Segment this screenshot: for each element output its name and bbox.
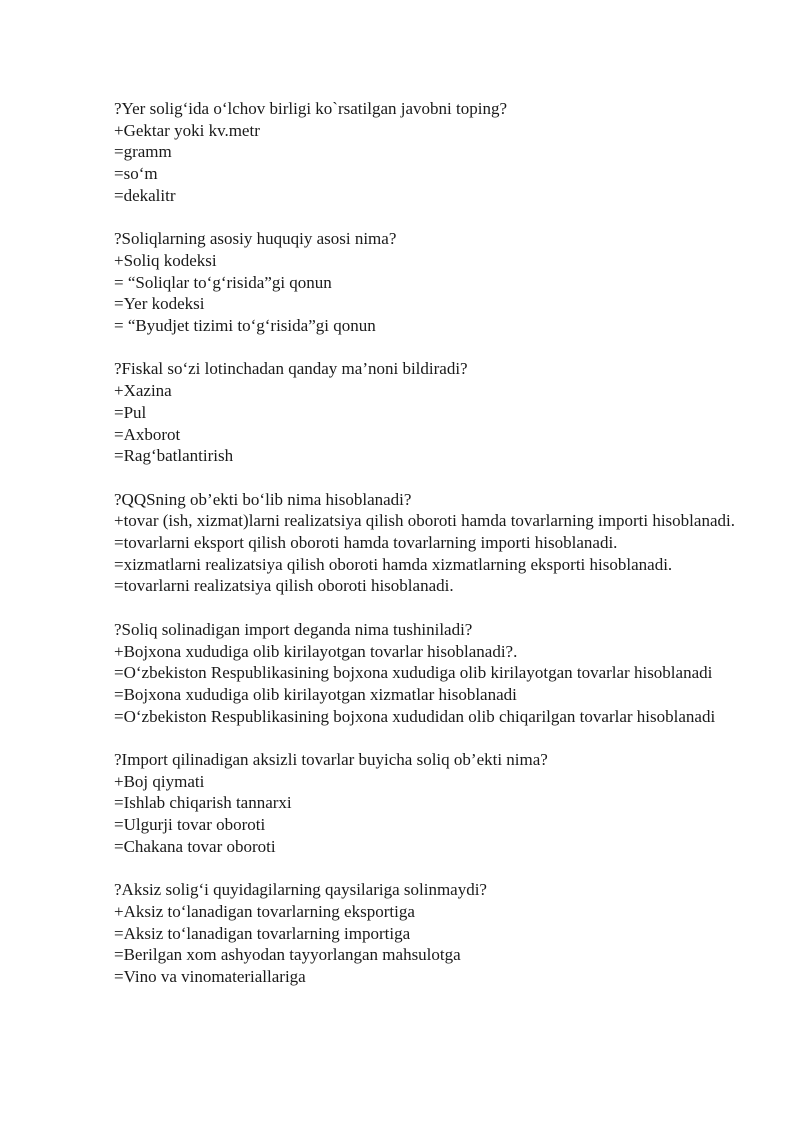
- question-block: [114, 879, 754, 988]
- answer-option: =Ulgurji tovar oboroti: [114, 815, 266, 835]
- question-block: [114, 228, 754, 337]
- answer-correct: +Xazina: [114, 381, 172, 401]
- answer-option: =so‘m: [114, 164, 158, 184]
- question-text: ?QQSning ob’ekti bo‘lib nima hisoblanadi?: [114, 489, 412, 509]
- quiz-content: [114, 98, 754, 1009]
- question-block: [114, 358, 754, 467]
- answer-option: =tovarlarni realizatsiya qilish oboroti hisoblanadi.: [114, 576, 454, 596]
- answer-correct: +Soliq kodeksi: [114, 250, 217, 270]
- answer-correct: +Gektar yoki kv.metr: [114, 120, 260, 140]
- answer-correct: +Boj qiymati: [114, 771, 205, 791]
- question-text: ?Fiskal so‘zi lotinchadan qanday ma’noni bildiradi?: [114, 359, 468, 379]
- answer-option: =Berilgan xom ashyodan tayyorlangan mahsulotga: [114, 945, 461, 965]
- question-block: [114, 98, 754, 207]
- answer-option: =gramm: [114, 142, 172, 162]
- answer-option: =Aksiz to‘lanadigan tovarlarning importiga: [114, 923, 411, 943]
- question-block: [114, 489, 754, 598]
- question-block: [114, 619, 754, 728]
- answer-option: =Pul: [114, 402, 147, 422]
- question-text: ?Aksiz solig‘i quyidagilarning qaysilariga solinmaydi?: [114, 880, 487, 900]
- answer-option: = “Soliqlar to‘g‘risida”gi qonun: [114, 272, 332, 292]
- answer-option: =dekalitr: [114, 185, 176, 205]
- answer-correct: +tovar (ish, xizmat)larni realizatsiya qilish oboroti hamda tovarlarning importi hisoblanadi.: [114, 511, 735, 531]
- answer-option: =Vino va vinomateriallariga: [114, 967, 306, 987]
- answer-option: = “Byudjet tizimi to‘g‘risida”gi qonun: [114, 316, 376, 336]
- answer-option: =tovarlarni eksport qilish oboroti hamda tovarlarning importi hisoblanadi.: [114, 533, 618, 553]
- question-block: [114, 749, 754, 858]
- answer-option: =Axborot: [114, 424, 181, 444]
- answer-option: =Bojxona xududiga olib kirilayotgan xizmatlar hisoblanadi: [114, 684, 517, 704]
- answer-option: =Yer kodeksi: [114, 294, 205, 314]
- question-text: ?Import qilinadigan aksizli tovarlar buyicha soliq ob’ekti nima?: [114, 750, 548, 770]
- question-text: ?Soliq solinadigan import deganda nima tushiniladi?: [114, 619, 473, 639]
- answer-option: =Chakana tovar oboroti: [114, 836, 276, 856]
- answer-option: =Rag‘batlantirish: [114, 446, 234, 466]
- answer-option: =O‘zbekiston Respublikasining bojxona xududiga olib kirilayotgan tovarlar hisoblanadi: [114, 663, 713, 683]
- answer-correct: +Bojxona xududiga olib kirilayotgan tovarlar hisoblanadi?.: [114, 641, 518, 661]
- answer-option: =Ishlab chiqarish tannarxi: [114, 793, 292, 813]
- question-text: ?Soliqlarning asosiy huquqiy asosi nima?: [114, 229, 397, 249]
- answer-option: =xizmatlarni realizatsiya qilish oboroti hamda xizmatlarning eksporti hisoblanadi.: [114, 554, 673, 574]
- question-text: ?Yer solig‘ida o‘lchov birligi ko`rsatilgan javobni toping?: [114, 99, 507, 118]
- answer-option: =O‘zbekiston Respublikasining bojxona xududidan olib chiqarilgan tovarlar hisoblanadi: [114, 706, 716, 726]
- answer-correct: +Aksiz to‘lanadigan tovarlarning eksportiga: [114, 901, 415, 921]
